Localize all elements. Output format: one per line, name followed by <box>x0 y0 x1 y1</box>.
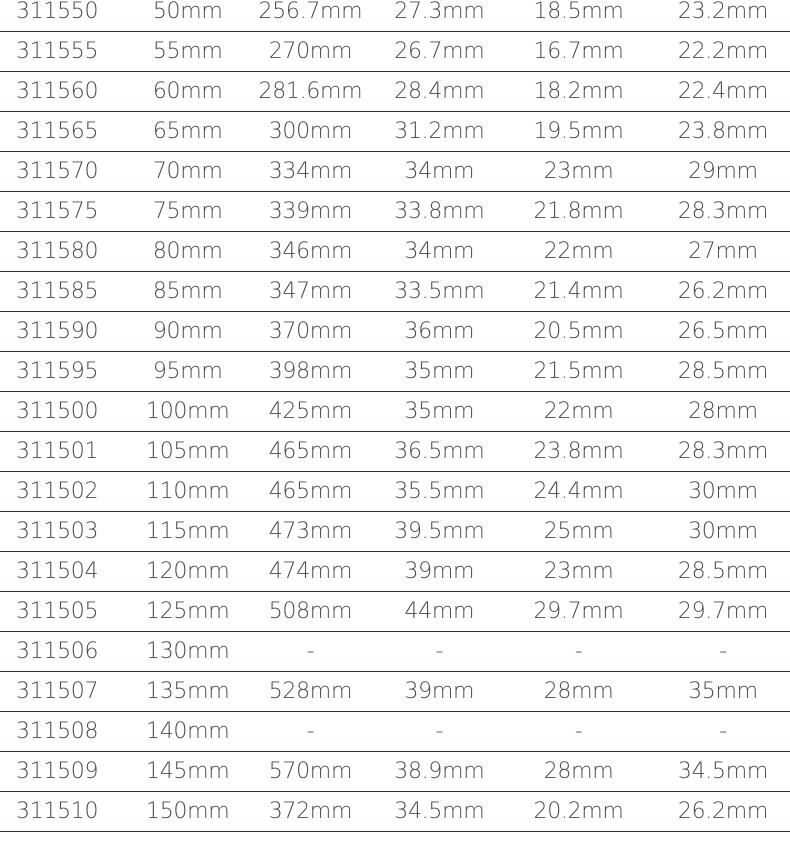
thickness-cell: 22mm <box>501 392 656 432</box>
length-cell: 398mm <box>243 352 377 392</box>
length-cell: - <box>243 712 377 752</box>
height-cell: 26.2mm <box>656 792 790 832</box>
width-cell: 31.2mm <box>377 112 501 152</box>
thickness-cell: 23.8mm <box>501 432 656 472</box>
table-row <box>0 592 790 632</box>
table-row <box>0 72 790 112</box>
thickness-cell: 24.4mm <box>501 472 656 512</box>
length-cell: 339mm <box>243 192 377 232</box>
size-cell: 145mm <box>132 752 243 792</box>
thickness-cell: 28mm <box>501 752 656 792</box>
item-code-cell: 311502 <box>0 472 132 512</box>
size-cell: 95mm <box>132 352 243 392</box>
table-row <box>0 632 790 672</box>
thickness-cell: 23mm <box>501 552 656 592</box>
thickness-cell: 18.2mm <box>501 72 656 112</box>
thickness-cell: 21.5mm <box>501 352 656 392</box>
thickness-cell: - <box>501 712 656 752</box>
thickness-cell: - <box>501 632 656 672</box>
size-cell: 70mm <box>132 152 243 192</box>
length-cell: 465mm <box>243 472 377 512</box>
thickness-cell: 22mm <box>501 232 656 272</box>
thickness-cell: 29.7mm <box>501 592 656 632</box>
width-cell: 34mm <box>377 152 501 192</box>
length-cell: 334mm <box>243 152 377 192</box>
table-row <box>0 712 790 752</box>
length-cell: 508mm <box>243 592 377 632</box>
length-cell: 347mm <box>243 272 377 312</box>
width-cell: 33.8mm <box>377 192 501 232</box>
thickness-cell: 18.5mm <box>501 0 656 32</box>
item-code-cell: 311585 <box>0 272 132 312</box>
size-cell: 125mm <box>132 592 243 632</box>
thickness-cell: 28mm <box>501 672 656 712</box>
item-code-cell: 311507 <box>0 672 132 712</box>
length-cell: 425mm <box>243 392 377 432</box>
table-row <box>0 392 790 432</box>
height-cell: 34.5mm <box>656 752 790 792</box>
size-cell: 85mm <box>132 272 243 312</box>
size-cell: 115mm <box>132 512 243 552</box>
table-row <box>0 192 790 232</box>
height-cell: 22.2mm <box>656 32 790 72</box>
height-cell: 28.5mm <box>656 552 790 592</box>
height-cell: - <box>656 632 790 672</box>
table-row <box>0 672 790 712</box>
length-cell: - <box>243 632 377 672</box>
height-cell: - <box>656 712 790 752</box>
size-cell: 50mm <box>132 0 243 32</box>
size-cell: 60mm <box>132 72 243 112</box>
size-cell: 90mm <box>132 312 243 352</box>
width-cell: 36.5mm <box>377 432 501 472</box>
width-cell: - <box>377 632 501 672</box>
size-cell: 150mm <box>132 792 243 832</box>
length-cell: 570mm <box>243 752 377 792</box>
width-cell: 33.5mm <box>377 272 501 312</box>
size-cell: 120mm <box>132 552 243 592</box>
table-row <box>0 432 790 472</box>
size-cell: 130mm <box>132 632 243 672</box>
table-row <box>0 152 790 192</box>
height-cell: 28.5mm <box>656 352 790 392</box>
height-cell: 28.3mm <box>656 192 790 232</box>
width-cell: - <box>377 712 501 752</box>
width-cell: 39.5mm <box>377 512 501 552</box>
length-cell: 300mm <box>243 112 377 152</box>
size-cell: 105mm <box>132 432 243 472</box>
width-cell: 44mm <box>377 592 501 632</box>
size-cell: 110mm <box>132 472 243 512</box>
item-code-cell: 311509 <box>0 752 132 792</box>
size-cell: 140mm <box>132 712 243 752</box>
height-cell: 28mm <box>656 392 790 432</box>
width-cell: 34.5mm <box>377 792 501 832</box>
width-cell: 39mm <box>377 672 501 712</box>
table-row <box>0 112 790 152</box>
item-code-cell: 311550 <box>0 0 132 32</box>
table-row <box>0 232 790 272</box>
length-cell: 465mm <box>243 432 377 472</box>
item-code-cell: 311503 <box>0 512 132 552</box>
height-cell: 26.5mm <box>656 312 790 352</box>
thickness-cell: 20.2mm <box>501 792 656 832</box>
item-code-cell: 311575 <box>0 192 132 232</box>
width-cell: 27.3mm <box>377 0 501 32</box>
height-cell: 30mm <box>656 512 790 552</box>
length-cell: 372mm <box>243 792 377 832</box>
height-cell: 23.2mm <box>656 0 790 32</box>
item-code-cell: 311501 <box>0 432 132 472</box>
thickness-cell: 21.4mm <box>501 272 656 312</box>
table-row <box>0 472 790 512</box>
length-cell: 528mm <box>243 672 377 712</box>
table-row <box>0 272 790 312</box>
item-code-cell: 311565 <box>0 112 132 152</box>
item-code-cell: 311595 <box>0 352 132 392</box>
size-cell: 80mm <box>132 232 243 272</box>
width-cell: 39mm <box>377 552 501 592</box>
table-row <box>0 752 790 792</box>
size-cell: 75mm <box>132 192 243 232</box>
width-cell: 38.9mm <box>377 752 501 792</box>
length-cell: 256.7mm <box>243 0 377 32</box>
table-row <box>0 312 790 352</box>
width-cell: 36mm <box>377 312 501 352</box>
item-code-cell: 311500 <box>0 392 132 432</box>
width-cell: 34mm <box>377 232 501 272</box>
item-code-cell: 311508 <box>0 712 132 752</box>
height-cell: 27mm <box>656 232 790 272</box>
item-code-cell: 311580 <box>0 232 132 272</box>
thickness-cell: 25mm <box>501 512 656 552</box>
item-code-cell: 311505 <box>0 592 132 632</box>
thickness-cell: 23mm <box>501 152 656 192</box>
height-cell: 35mm <box>656 672 790 712</box>
thickness-cell: 21.8mm <box>501 192 656 232</box>
item-code-cell: 311590 <box>0 312 132 352</box>
item-code-cell: 311510 <box>0 792 132 832</box>
height-cell: 30mm <box>656 472 790 512</box>
table-row <box>0 352 790 392</box>
table-row <box>0 512 790 552</box>
size-cell: 135mm <box>132 672 243 712</box>
length-cell: 270mm <box>243 32 377 72</box>
width-cell: 35.5mm <box>377 472 501 512</box>
item-code-cell: 311555 <box>0 32 132 72</box>
table-row <box>0 0 790 32</box>
thickness-cell: 19.5mm <box>501 112 656 152</box>
table-row <box>0 552 790 592</box>
height-cell: 23.8mm <box>656 112 790 152</box>
item-code-cell: 311570 <box>0 152 132 192</box>
thickness-cell: 20.5mm <box>501 312 656 352</box>
height-cell: 29.7mm <box>656 592 790 632</box>
length-cell: 473mm <box>243 512 377 552</box>
length-cell: 346mm <box>243 232 377 272</box>
table-row <box>0 792 790 832</box>
width-cell: 28.4mm <box>377 72 501 112</box>
height-cell: 26.2mm <box>656 272 790 312</box>
width-cell: 35mm <box>377 392 501 432</box>
item-code-cell: 311560 <box>0 72 132 112</box>
length-cell: 281.6mm <box>243 72 377 112</box>
size-cell: 100mm <box>132 392 243 432</box>
height-cell: 28.3mm <box>656 432 790 472</box>
width-cell: 26.7mm <box>377 32 501 72</box>
length-cell: 370mm <box>243 312 377 352</box>
length-cell: 474mm <box>243 552 377 592</box>
item-code-cell: 311506 <box>0 632 132 672</box>
height-cell: 29mm <box>656 152 790 192</box>
thickness-cell: 16.7mm <box>501 32 656 72</box>
size-cell: 65mm <box>132 112 243 152</box>
width-cell: 35mm <box>377 352 501 392</box>
table-row <box>0 32 790 72</box>
item-code-cell: 311504 <box>0 552 132 592</box>
height-cell: 22.4mm <box>656 72 790 112</box>
size-cell: 55mm <box>132 32 243 72</box>
